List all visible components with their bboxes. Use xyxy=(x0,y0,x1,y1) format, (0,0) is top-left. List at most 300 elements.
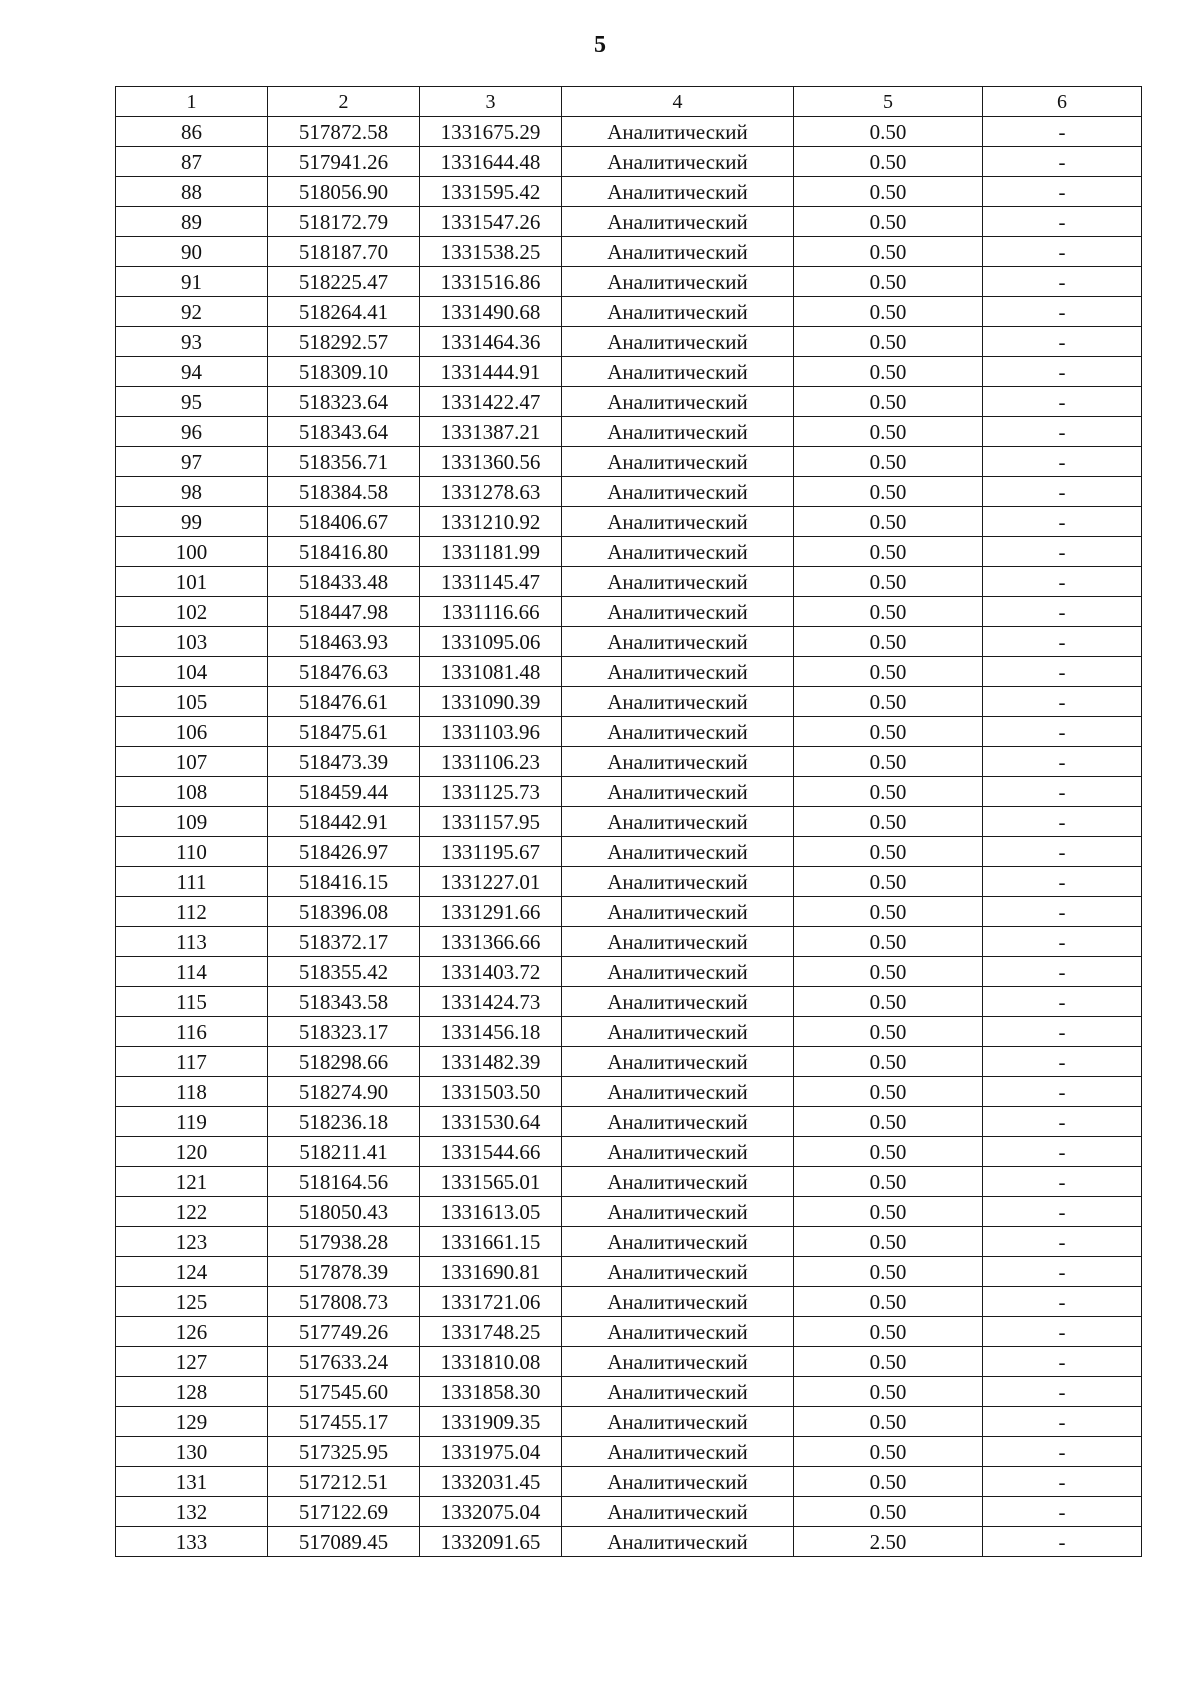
y-coordinate-cell: 1331675.29 xyxy=(420,117,562,147)
table-row xyxy=(116,327,1142,357)
table-row xyxy=(116,507,1142,537)
accuracy-cell: 0.50 xyxy=(794,777,983,807)
method-cell: Аналитический xyxy=(562,957,794,987)
method-cell: Аналитический xyxy=(562,1467,794,1497)
table-row xyxy=(116,987,1142,1017)
table-row xyxy=(116,837,1142,867)
y-coordinate-cell: 1331157.95 xyxy=(420,807,562,837)
method-cell: Аналитический xyxy=(562,1167,794,1197)
table-header xyxy=(116,87,1142,117)
point-number-cell: 106 xyxy=(116,717,268,747)
table-body xyxy=(116,117,1142,1557)
y-coordinate-cell: 1331530.64 xyxy=(420,1107,562,1137)
point-number-cell: 86 xyxy=(116,117,268,147)
note-cell: - xyxy=(983,1227,1142,1257)
table-row xyxy=(116,1257,1142,1287)
method-cell: Аналитический xyxy=(562,1107,794,1137)
note-cell: - xyxy=(983,1497,1142,1527)
accuracy-cell: 0.50 xyxy=(794,357,983,387)
accuracy-cell: 0.50 xyxy=(794,957,983,987)
note-cell: - xyxy=(983,837,1142,867)
method-cell: Аналитический xyxy=(562,837,794,867)
accuracy-cell: 0.50 xyxy=(794,867,983,897)
method-cell: Аналитический xyxy=(562,867,794,897)
x-coordinate-cell: 518187.70 xyxy=(268,237,420,267)
point-number-cell: 118 xyxy=(116,1077,268,1107)
point-number-cell: 92 xyxy=(116,297,268,327)
x-coordinate-cell: 518416.80 xyxy=(268,537,420,567)
y-coordinate-cell: 1331106.23 xyxy=(420,747,562,777)
method-cell: Аналитический xyxy=(562,777,794,807)
note-cell: - xyxy=(983,927,1142,957)
note-cell: - xyxy=(983,1317,1142,1347)
method-cell: Аналитический xyxy=(562,1317,794,1347)
point-number-cell: 120 xyxy=(116,1137,268,1167)
note-cell: - xyxy=(983,537,1142,567)
point-number-cell: 123 xyxy=(116,1227,268,1257)
accuracy-cell: 0.50 xyxy=(794,327,983,357)
table-row xyxy=(116,297,1142,327)
note-cell: - xyxy=(983,417,1142,447)
x-coordinate-cell: 517941.26 xyxy=(268,147,420,177)
accuracy-cell: 0.50 xyxy=(794,807,983,837)
point-number-cell: 93 xyxy=(116,327,268,357)
note-cell: - xyxy=(983,177,1142,207)
table-row xyxy=(116,1077,1142,1107)
header-cell-6: 6 xyxy=(983,87,1142,117)
y-coordinate-cell: 1331116.66 xyxy=(420,597,562,627)
y-coordinate-cell: 1332031.45 xyxy=(420,1467,562,1497)
point-number-cell: 124 xyxy=(116,1257,268,1287)
accuracy-cell: 0.50 xyxy=(794,117,983,147)
accuracy-cell: 0.50 xyxy=(794,1467,983,1497)
x-coordinate-cell: 518355.42 xyxy=(268,957,420,987)
point-number-cell: 119 xyxy=(116,1107,268,1137)
table-row xyxy=(116,477,1142,507)
accuracy-cell: 0.50 xyxy=(794,897,983,927)
method-cell: Аналитический xyxy=(562,417,794,447)
note-cell: - xyxy=(983,507,1142,537)
y-coordinate-cell: 1331975.04 xyxy=(420,1437,562,1467)
method-cell: Аналитический xyxy=(562,1347,794,1377)
accuracy-cell: 0.50 xyxy=(794,1077,983,1107)
point-number-cell: 104 xyxy=(116,657,268,687)
note-cell: - xyxy=(983,1257,1142,1287)
y-coordinate-cell: 1331661.15 xyxy=(420,1227,562,1257)
method-cell: Аналитический xyxy=(562,147,794,177)
table-row xyxy=(116,147,1142,177)
table-row xyxy=(116,567,1142,597)
x-coordinate-cell: 518476.61 xyxy=(268,687,420,717)
table-row xyxy=(116,927,1142,957)
table-row xyxy=(116,1287,1142,1317)
header-cell-5: 5 xyxy=(794,87,983,117)
method-cell: Аналитический xyxy=(562,927,794,957)
note-cell: - xyxy=(983,297,1142,327)
note-cell: - xyxy=(983,267,1142,297)
x-coordinate-cell: 518406.67 xyxy=(268,507,420,537)
accuracy-cell: 0.50 xyxy=(794,387,983,417)
x-coordinate-cell: 518164.56 xyxy=(268,1167,420,1197)
note-cell: - xyxy=(983,657,1142,687)
x-coordinate-cell: 517455.17 xyxy=(268,1407,420,1437)
x-coordinate-cell: 517122.69 xyxy=(268,1497,420,1527)
table-row xyxy=(116,747,1142,777)
accuracy-cell: 0.50 xyxy=(794,267,983,297)
note-cell: - xyxy=(983,1077,1142,1107)
note-cell: - xyxy=(983,387,1142,417)
method-cell: Аналитический xyxy=(562,1197,794,1227)
point-number-cell: 127 xyxy=(116,1347,268,1377)
point-number-cell: 97 xyxy=(116,447,268,477)
y-coordinate-cell: 1331125.73 xyxy=(420,777,562,807)
point-number-cell: 102 xyxy=(116,597,268,627)
table-row xyxy=(116,717,1142,747)
y-coordinate-cell: 1331721.06 xyxy=(420,1287,562,1317)
note-cell: - xyxy=(983,687,1142,717)
x-coordinate-cell: 518172.79 xyxy=(268,207,420,237)
note-cell: - xyxy=(983,147,1142,177)
note-cell: - xyxy=(983,897,1142,927)
accuracy-cell: 0.50 xyxy=(794,1287,983,1317)
y-coordinate-cell: 1331565.01 xyxy=(420,1167,562,1197)
accuracy-cell: 0.50 xyxy=(794,657,983,687)
accuracy-cell: 0.50 xyxy=(794,567,983,597)
table-row xyxy=(116,537,1142,567)
method-cell: Аналитический xyxy=(562,237,794,267)
table-row xyxy=(116,1527,1142,1557)
table-row xyxy=(116,1437,1142,1467)
header-cell-4: 4 xyxy=(562,87,794,117)
method-cell: Аналитический xyxy=(562,1047,794,1077)
accuracy-cell: 0.50 xyxy=(794,1317,983,1347)
table-row xyxy=(116,1167,1142,1197)
page-number: 5 xyxy=(594,32,606,58)
method-cell: Аналитический xyxy=(562,507,794,537)
x-coordinate-cell: 518384.58 xyxy=(268,477,420,507)
point-number-cell: 117 xyxy=(116,1047,268,1077)
y-coordinate-cell: 1331145.47 xyxy=(420,567,562,597)
note-cell: - xyxy=(983,207,1142,237)
x-coordinate-cell: 518236.18 xyxy=(268,1107,420,1137)
point-number-cell: 111 xyxy=(116,867,268,897)
point-number-cell: 132 xyxy=(116,1497,268,1527)
method-cell: Аналитический xyxy=(562,1227,794,1257)
note-cell: - xyxy=(983,627,1142,657)
table-row xyxy=(116,1137,1142,1167)
method-cell: Аналитический xyxy=(562,117,794,147)
accuracy-cell: 0.50 xyxy=(794,297,983,327)
point-number-cell: 98 xyxy=(116,477,268,507)
table-row xyxy=(116,177,1142,207)
note-cell: - xyxy=(983,1137,1142,1167)
point-number-cell: 105 xyxy=(116,687,268,717)
point-number-cell: 101 xyxy=(116,567,268,597)
note-cell: - xyxy=(983,1467,1142,1497)
point-number-cell: 90 xyxy=(116,237,268,267)
point-number-cell: 112 xyxy=(116,897,268,927)
accuracy-cell: 0.50 xyxy=(794,177,983,207)
table-row xyxy=(116,597,1142,627)
method-cell: Аналитический xyxy=(562,567,794,597)
accuracy-cell: 0.50 xyxy=(794,747,983,777)
x-coordinate-cell: 518343.64 xyxy=(268,417,420,447)
accuracy-cell: 0.50 xyxy=(794,1377,983,1407)
method-cell: Аналитический xyxy=(562,627,794,657)
method-cell: Аналитический xyxy=(562,297,794,327)
header-row xyxy=(116,87,1142,117)
x-coordinate-cell: 518309.10 xyxy=(268,357,420,387)
x-coordinate-cell: 518274.90 xyxy=(268,1077,420,1107)
note-cell: - xyxy=(983,987,1142,1017)
x-coordinate-cell: 518372.17 xyxy=(268,927,420,957)
accuracy-cell: 0.50 xyxy=(794,837,983,867)
method-cell: Аналитический xyxy=(562,1407,794,1437)
point-number-cell: 128 xyxy=(116,1377,268,1407)
note-cell: - xyxy=(983,1407,1142,1437)
y-coordinate-cell: 1331810.08 xyxy=(420,1347,562,1377)
y-coordinate-cell: 1331547.26 xyxy=(420,207,562,237)
accuracy-cell: 0.50 xyxy=(794,207,983,237)
table-row xyxy=(116,447,1142,477)
x-coordinate-cell: 518356.71 xyxy=(268,447,420,477)
method-cell: Аналитический xyxy=(562,1377,794,1407)
x-coordinate-cell: 517212.51 xyxy=(268,1467,420,1497)
table-row xyxy=(116,387,1142,417)
method-cell: Аналитический xyxy=(562,177,794,207)
y-coordinate-cell: 1331291.66 xyxy=(420,897,562,927)
note-cell: - xyxy=(983,807,1142,837)
note-cell: - xyxy=(983,597,1142,627)
accuracy-cell: 0.50 xyxy=(794,987,983,1017)
accuracy-cell: 0.50 xyxy=(794,1167,983,1197)
y-coordinate-cell: 1331090.39 xyxy=(420,687,562,717)
table-row xyxy=(116,1317,1142,1347)
table-row xyxy=(116,1227,1142,1257)
table-row xyxy=(116,1047,1142,1077)
note-cell: - xyxy=(983,1167,1142,1197)
note-cell: - xyxy=(983,777,1142,807)
y-coordinate-cell: 1331195.67 xyxy=(420,837,562,867)
accuracy-cell: 0.50 xyxy=(794,417,983,447)
table-row xyxy=(116,867,1142,897)
accuracy-cell: 0.50 xyxy=(794,687,983,717)
accuracy-cell: 0.50 xyxy=(794,507,983,537)
x-coordinate-cell: 518433.48 xyxy=(268,567,420,597)
y-coordinate-cell: 1331538.25 xyxy=(420,237,562,267)
accuracy-cell: 0.50 xyxy=(794,1137,983,1167)
x-coordinate-cell: 518056.90 xyxy=(268,177,420,207)
accuracy-cell: 0.50 xyxy=(794,1227,983,1257)
y-coordinate-cell: 1332075.04 xyxy=(420,1497,562,1527)
x-coordinate-cell: 518292.57 xyxy=(268,327,420,357)
point-number-cell: 122 xyxy=(116,1197,268,1227)
note-cell: - xyxy=(983,1047,1142,1077)
note-cell: - xyxy=(983,477,1142,507)
method-cell: Аналитический xyxy=(562,1497,794,1527)
point-number-cell: 108 xyxy=(116,777,268,807)
accuracy-cell: 0.50 xyxy=(794,1437,983,1467)
table-row xyxy=(116,1197,1142,1227)
y-coordinate-cell: 1331690.81 xyxy=(420,1257,562,1287)
note-cell: - xyxy=(983,1377,1142,1407)
y-coordinate-cell: 1331490.68 xyxy=(420,297,562,327)
table-row xyxy=(116,957,1142,987)
x-coordinate-cell: 517089.45 xyxy=(268,1527,420,1557)
note-cell: - xyxy=(983,237,1142,267)
point-number-cell: 113 xyxy=(116,927,268,957)
x-coordinate-cell: 517808.73 xyxy=(268,1287,420,1317)
x-coordinate-cell: 518442.91 xyxy=(268,807,420,837)
header-cell-3: 3 xyxy=(420,87,562,117)
point-number-cell: 121 xyxy=(116,1167,268,1197)
method-cell: Аналитический xyxy=(562,1257,794,1287)
y-coordinate-cell: 1331103.96 xyxy=(420,717,562,747)
y-coordinate-cell: 1331424.73 xyxy=(420,987,562,1017)
coordinates-table xyxy=(115,86,1142,1557)
table-row xyxy=(116,1407,1142,1437)
table-row xyxy=(116,1017,1142,1047)
accuracy-cell: 0.50 xyxy=(794,927,983,957)
note-cell: - xyxy=(983,1347,1142,1377)
y-coordinate-cell: 1331210.92 xyxy=(420,507,562,537)
y-coordinate-cell: 1331444.91 xyxy=(420,357,562,387)
y-coordinate-cell: 1331387.21 xyxy=(420,417,562,447)
table-row xyxy=(116,807,1142,837)
x-coordinate-cell: 518426.97 xyxy=(268,837,420,867)
method-cell: Аналитический xyxy=(562,387,794,417)
point-number-cell: 126 xyxy=(116,1317,268,1347)
point-number-cell: 89 xyxy=(116,207,268,237)
x-coordinate-cell: 517872.58 xyxy=(268,117,420,147)
note-cell: - xyxy=(983,1107,1142,1137)
accuracy-cell: 0.50 xyxy=(794,1257,983,1287)
point-number-cell: 114 xyxy=(116,957,268,987)
accuracy-cell: 0.50 xyxy=(794,537,983,567)
method-cell: Аналитический xyxy=(562,987,794,1017)
accuracy-cell: 0.50 xyxy=(794,1347,983,1377)
note-cell: - xyxy=(983,567,1142,597)
method-cell: Аналитический xyxy=(562,327,794,357)
accuracy-cell: 0.50 xyxy=(794,627,983,657)
x-coordinate-cell: 518447.98 xyxy=(268,597,420,627)
accuracy-cell: 2.50 xyxy=(794,1527,983,1557)
table-row xyxy=(116,657,1142,687)
x-coordinate-cell: 518211.41 xyxy=(268,1137,420,1167)
method-cell: Аналитический xyxy=(562,1287,794,1317)
y-coordinate-cell: 1331360.56 xyxy=(420,447,562,477)
table-row xyxy=(116,897,1142,927)
accuracy-cell: 0.50 xyxy=(794,1497,983,1527)
point-number-cell: 110 xyxy=(116,837,268,867)
y-coordinate-cell: 1331456.18 xyxy=(420,1017,562,1047)
method-cell: Аналитический xyxy=(562,537,794,567)
method-cell: Аналитический xyxy=(562,477,794,507)
point-number-cell: 94 xyxy=(116,357,268,387)
note-cell: - xyxy=(983,957,1142,987)
accuracy-cell: 0.50 xyxy=(794,447,983,477)
point-number-cell: 103 xyxy=(116,627,268,657)
method-cell: Аналитический xyxy=(562,1017,794,1047)
table-row xyxy=(116,1467,1142,1497)
x-coordinate-cell: 518476.63 xyxy=(268,657,420,687)
y-coordinate-cell: 1332091.65 xyxy=(420,1527,562,1557)
point-number-cell: 115 xyxy=(116,987,268,1017)
point-number-cell: 99 xyxy=(116,507,268,537)
method-cell: Аналитический xyxy=(562,717,794,747)
method-cell: Аналитический xyxy=(562,1527,794,1557)
accuracy-cell: 0.50 xyxy=(794,1047,983,1077)
table-row xyxy=(116,1497,1142,1527)
y-coordinate-cell: 1331278.63 xyxy=(420,477,562,507)
point-number-cell: 87 xyxy=(116,147,268,177)
note-cell: - xyxy=(983,117,1142,147)
method-cell: Аналитический xyxy=(562,687,794,717)
y-coordinate-cell: 1331366.66 xyxy=(420,927,562,957)
method-cell: Аналитический xyxy=(562,267,794,297)
table-row xyxy=(116,117,1142,147)
accuracy-cell: 0.50 xyxy=(794,147,983,177)
accuracy-cell: 0.50 xyxy=(794,1197,983,1227)
point-number-cell: 96 xyxy=(116,417,268,447)
method-cell: Аналитический xyxy=(562,747,794,777)
x-coordinate-cell: 517325.95 xyxy=(268,1437,420,1467)
method-cell: Аналитический xyxy=(562,357,794,387)
note-cell: - xyxy=(983,867,1142,897)
y-coordinate-cell: 1331181.99 xyxy=(420,537,562,567)
x-coordinate-cell: 518463.93 xyxy=(268,627,420,657)
y-coordinate-cell: 1331403.72 xyxy=(420,957,562,987)
accuracy-cell: 0.50 xyxy=(794,597,983,627)
y-coordinate-cell: 1331503.50 xyxy=(420,1077,562,1107)
x-coordinate-cell: 517545.60 xyxy=(268,1377,420,1407)
x-coordinate-cell: 518459.44 xyxy=(268,777,420,807)
header-cell-2: 2 xyxy=(268,87,420,117)
x-coordinate-cell: 518323.17 xyxy=(268,1017,420,1047)
table-row xyxy=(116,357,1142,387)
table-row xyxy=(116,237,1142,267)
accuracy-cell: 0.50 xyxy=(794,1407,983,1437)
note-cell: - xyxy=(983,357,1142,387)
method-cell: Аналитический xyxy=(562,447,794,477)
x-coordinate-cell: 518323.64 xyxy=(268,387,420,417)
note-cell: - xyxy=(983,717,1142,747)
x-coordinate-cell: 517749.26 xyxy=(268,1317,420,1347)
point-number-cell: 130 xyxy=(116,1437,268,1467)
y-coordinate-cell: 1331482.39 xyxy=(420,1047,562,1077)
y-coordinate-cell: 1331595.42 xyxy=(420,177,562,207)
point-number-cell: 129 xyxy=(116,1407,268,1437)
accuracy-cell: 0.50 xyxy=(794,1107,983,1137)
x-coordinate-cell: 518264.41 xyxy=(268,297,420,327)
accuracy-cell: 0.50 xyxy=(794,1017,983,1047)
point-number-cell: 133 xyxy=(116,1527,268,1557)
method-cell: Аналитический xyxy=(562,1137,794,1167)
table-row xyxy=(116,1347,1142,1377)
note-cell: - xyxy=(983,1437,1142,1467)
note-cell: - xyxy=(983,327,1142,357)
method-cell: Аналитический xyxy=(562,597,794,627)
y-coordinate-cell: 1331095.06 xyxy=(420,627,562,657)
method-cell: Аналитический xyxy=(562,207,794,237)
table-row xyxy=(116,627,1142,657)
x-coordinate-cell: 517938.28 xyxy=(268,1227,420,1257)
x-coordinate-cell: 518225.47 xyxy=(268,267,420,297)
point-number-cell: 109 xyxy=(116,807,268,837)
y-coordinate-cell: 1331227.01 xyxy=(420,867,562,897)
x-coordinate-cell: 518396.08 xyxy=(268,897,420,927)
y-coordinate-cell: 1331544.66 xyxy=(420,1137,562,1167)
